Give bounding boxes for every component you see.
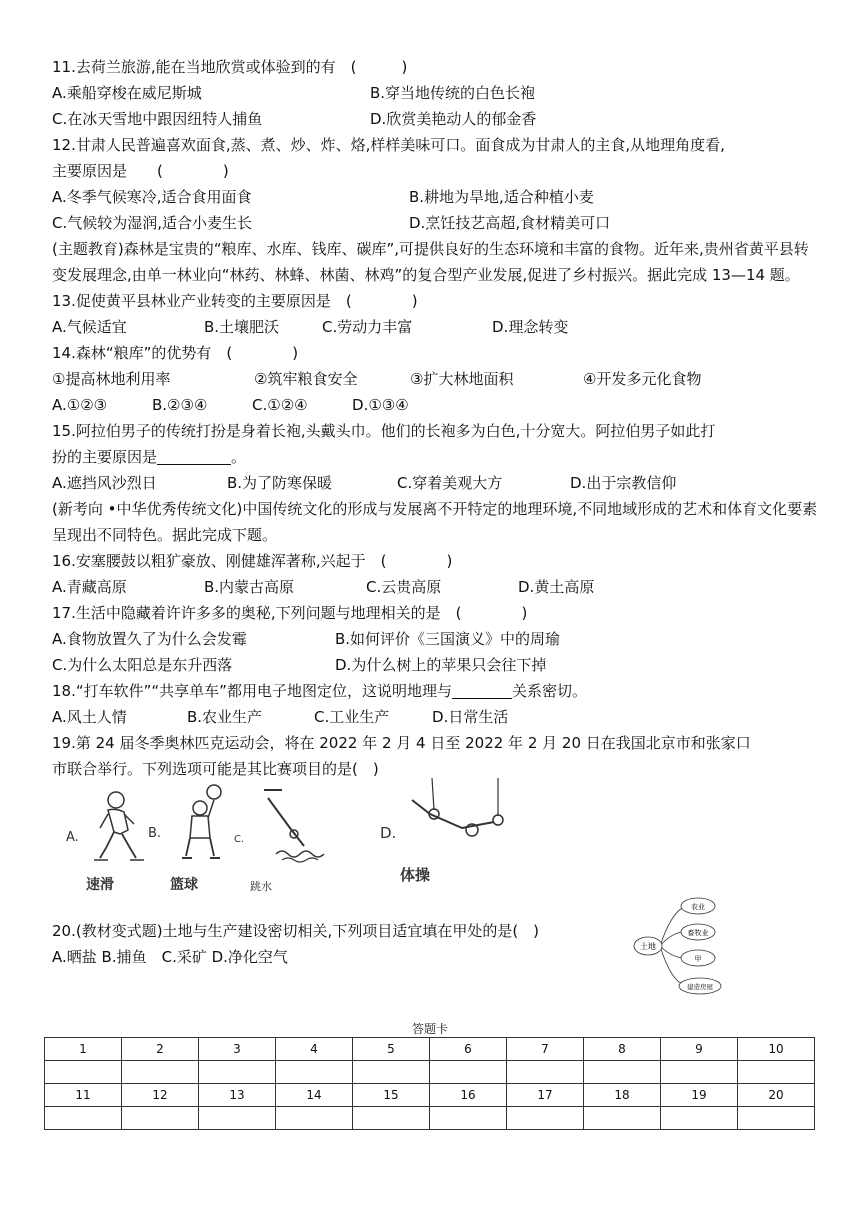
diver-icon xyxy=(246,784,336,868)
q12-stem-2: 主要原因是 ( ) xyxy=(52,162,229,180)
q18-options xyxy=(52,704,822,730)
q15-option-b: B.为了防寒保暖 xyxy=(227,474,333,492)
q18-answer-blank[interactable] xyxy=(452,680,512,699)
q13-option-a: A.气候适宜 xyxy=(52,318,127,336)
q19-stem-2: 市联合举行。下列选项可能是其比赛项目的是( ) xyxy=(52,760,379,778)
q13-options xyxy=(52,314,822,340)
answer-number: 1 xyxy=(45,1038,122,1061)
mindmap-node-4-label: 建造房屋 xyxy=(687,983,713,991)
answer-cell[interactable] xyxy=(45,1061,122,1084)
q17-option-d: D.为什么树上的苹果只会往下掉 xyxy=(335,656,547,674)
q19-figure-a xyxy=(66,788,156,898)
answer-cell[interactable] xyxy=(507,1107,584,1130)
answer-header-row-1 xyxy=(45,1038,815,1061)
q12-option-d: D.烹饪技艺高超,食材精美可口 xyxy=(409,214,611,232)
speed-skater-icon xyxy=(84,788,154,868)
answer-cell[interactable] xyxy=(122,1107,199,1130)
answer-cell[interactable] xyxy=(584,1061,661,1084)
mindmap-node-3-label: 甲 xyxy=(694,955,702,963)
q18-stem-2: 关系密切。 xyxy=(511,682,587,700)
q19-stem-1: 19.第 24 届冬季奥林匹克运动会，将在 2022 年 2 月 4 日至 2022 年 2 月 20 日在我国北京市和张家口 xyxy=(52,734,751,752)
answer-number: 4 xyxy=(276,1038,353,1061)
q13-option-c: C.劳动力丰富 xyxy=(322,318,413,336)
q17-option-a: A.食物放置久了为什么会发霉 xyxy=(52,630,247,648)
q13-option-b: B.土壤肥沃 xyxy=(204,318,280,336)
q14-option-c: C.①②④ xyxy=(252,396,308,414)
answer-cell[interactable] xyxy=(430,1061,507,1084)
mindmap-node-1-label: 农业 xyxy=(691,903,705,911)
q15-stem-2 xyxy=(52,444,822,470)
answer-cell[interactable] xyxy=(430,1107,507,1130)
answer-number: 13 xyxy=(199,1084,276,1107)
answer-cell[interactable] xyxy=(276,1061,353,1084)
q11-stem: 11.去荷兰旅游,能在当地欣赏或体验到的有 ( ) xyxy=(52,58,408,76)
q18-stem xyxy=(52,678,822,704)
q15-option-d: D.出于宗教信仰 xyxy=(570,474,677,492)
answer-number: 3 xyxy=(199,1038,276,1061)
q19-figure-c-letter: C. xyxy=(234,834,245,845)
answer-cell[interactable] xyxy=(584,1107,661,1130)
answer-cell[interactable] xyxy=(199,1107,276,1130)
q12-options-row1 xyxy=(52,184,822,210)
answer-cell[interactable] xyxy=(199,1061,276,1084)
q17-option-c: C.为什么太阳总是东升西落 xyxy=(52,656,233,674)
answer-cell[interactable] xyxy=(353,1061,430,1084)
q11-options-row2 xyxy=(52,106,822,132)
q19-figure-d xyxy=(380,788,520,898)
answer-cell[interactable] xyxy=(738,1107,815,1130)
answer-number: 5 xyxy=(353,1038,430,1061)
passage-culture: (新考向 •中华优秀传统文化)中国传统文化的形成与发展离不开特定的地理环境,不同地域形成的艺术和体育文化要素呈现出不同特色。据此完成下题。 xyxy=(52,500,818,544)
answer-cell[interactable] xyxy=(122,1061,199,1084)
q11-option-c: C.在冰天雪地中跟因纽特人捕鱼 xyxy=(52,110,263,128)
answer-cell[interactable] xyxy=(353,1107,430,1130)
answer-number: 2 xyxy=(122,1038,199,1061)
answer-cell[interactable] xyxy=(45,1107,122,1130)
question-sheet xyxy=(52,54,822,970)
q18-option-b: B.农业生产 xyxy=(187,708,263,726)
q12-options-row2 xyxy=(52,210,822,236)
answer-number: 11 xyxy=(45,1084,122,1107)
q14-option-a: A.①②③ xyxy=(52,396,108,414)
q19-figure-d-caption: 体操 xyxy=(400,866,431,884)
q19-figures xyxy=(52,788,822,898)
q15-stem-3-text: 。 xyxy=(231,448,247,466)
answer-cell[interactable] xyxy=(661,1107,738,1130)
q12-option-b: B.耕地为旱地,适合种植小麦 xyxy=(409,188,594,206)
q18-option-a: A.风土人情 xyxy=(52,708,127,726)
q19-figure-c xyxy=(230,788,330,898)
answer-number: 6 xyxy=(430,1038,507,1061)
answer-number: 20 xyxy=(738,1084,815,1107)
q14-option-b: B.②③④ xyxy=(152,396,208,414)
answer-cell[interactable] xyxy=(738,1061,815,1084)
q15-option-a: A.遮挡风沙烈日 xyxy=(52,474,157,492)
q14-item-4: ④开发多元化食物 xyxy=(583,370,702,388)
answer-sheet-table xyxy=(44,1037,815,1130)
q15-stem-1: 15.阿拉伯男子的传统打扮是身着长袍,头戴头巾。他们的长袍多为白色,十分宽大。阿拉伯男子如此打 xyxy=(52,422,716,440)
q18-option-c: C.工业生产 xyxy=(314,708,390,726)
q18-stem-1: 18.“打车软件”“共享单车”都用电子地图定位，这说明地理与 xyxy=(52,682,452,700)
q12-stem-1: 12.甘肃人民普遍喜欢面食,蒸、煮、炒、炸、烙,样样美味可口。面食成为甘肃人的主食,从地理角度看, xyxy=(52,136,725,154)
q12-option-a: A.冬季气候寒冷,适合食用面食 xyxy=(52,188,252,206)
answer-number: 14 xyxy=(276,1084,353,1107)
q14-item-2: ②筑牢粮食安全 xyxy=(254,370,358,388)
answer-number: 16 xyxy=(430,1084,507,1107)
q17-options-row2 xyxy=(52,652,822,678)
answer-input-row-1 xyxy=(45,1061,815,1084)
q17-options-row1 xyxy=(52,626,822,652)
q15-options xyxy=(52,470,822,496)
q17-stem: 17.生活中隐藏着许许多多的奥秘,下列问题与地理相关的是 ( ) xyxy=(52,604,528,622)
q18-option-d: D.日常生活 xyxy=(432,708,509,726)
basketball-player-icon xyxy=(164,782,234,866)
gymnast-rings-icon xyxy=(402,778,522,858)
q19-figure-a-letter: A. xyxy=(66,830,79,845)
q19-figure-b xyxy=(148,788,238,898)
q14-option-d: D.①③④ xyxy=(352,396,409,414)
answer-cell[interactable] xyxy=(276,1107,353,1130)
q15-option-c: C.穿着美观大方 xyxy=(397,474,503,492)
answer-sheet-title: 答题卡 xyxy=(411,1022,448,1036)
q19-figure-b-letter: B. xyxy=(148,826,162,841)
q16-option-c: C.云贵高原 xyxy=(366,578,442,596)
q16-stem: 16.安塞腰鼓以粗犷豪放、刚健雄浑著称,兴起于 ( ) xyxy=(52,552,453,570)
q11-option-d: D.欣赏美艳动人的郁金香 xyxy=(370,110,537,128)
q16-option-d: D.黄土高原 xyxy=(518,578,595,596)
q15-stem-2-text: 扮的主要原因是 xyxy=(52,448,158,466)
answer-number: 12 xyxy=(122,1084,199,1107)
q14-stem: 14.森林“粮库”的优势有 ( ) xyxy=(52,344,299,362)
q11-option-a: A.乘船穿梭在威尼斯城 xyxy=(52,84,202,102)
q14-item-3: ③扩大林地面积 xyxy=(410,370,514,388)
q14-items xyxy=(52,366,822,392)
q16-options xyxy=(52,574,822,600)
answer-number: 9 xyxy=(661,1038,738,1061)
answer-header-row-2 xyxy=(45,1084,815,1107)
answer-number: 7 xyxy=(507,1038,584,1061)
q13-option-d: D.理念转变 xyxy=(492,318,569,336)
q11-option-b: B.穿当地传统的白色长袍 xyxy=(370,84,536,102)
mindmap-links xyxy=(660,908,682,984)
q15-answer-blank[interactable] xyxy=(157,446,231,465)
q19-figure-b-caption: 篮球 xyxy=(170,877,198,893)
q13-stem: 13.促使黄平县林业产业转变的主要原因是 ( ) xyxy=(52,292,418,310)
q20-options: A.晒盐 B.捕鱼 C.采矿 D.净化空气 xyxy=(52,948,288,966)
mindmap-center-label: 土地 xyxy=(640,942,656,951)
q14-item-1: ①提高林地利用率 xyxy=(52,370,171,388)
answer-number: 8 xyxy=(584,1038,661,1061)
q16-option-b: B.内蒙古高原 xyxy=(204,578,295,596)
q14-options xyxy=(52,392,822,418)
q12-option-c: C.气候较为湿润,适合小麦生长 xyxy=(52,214,253,232)
answer-number: 17 xyxy=(507,1084,584,1107)
q17-option-b: B.如何评价《三国演义》中的周瑜 xyxy=(335,630,561,648)
answer-input-row-2 xyxy=(45,1107,815,1130)
answer-number: 18 xyxy=(584,1084,661,1107)
q16-option-a: A.青藏高原 xyxy=(52,578,127,596)
q19-figure-c-caption: 跳水 xyxy=(250,880,272,893)
q11-options-row1 xyxy=(52,80,822,106)
answer-cell[interactable] xyxy=(661,1061,738,1084)
q19-figure-d-letter: D. xyxy=(380,824,397,842)
answer-cell[interactable] xyxy=(507,1061,584,1084)
q20-stem: 20.(教材变式题)土地与生产建设密切相关,下列项目适宜填在甲处的是( ) xyxy=(52,922,540,940)
answer-number: 15 xyxy=(353,1084,430,1107)
mindmap-node-2-label: 畜牧业 xyxy=(687,929,709,937)
passage-forest: (主题教育)森林是宝贵的“粮库、水库、钱库、碳库”,可提供良好的生态环境和丰富的食物。近年来,贵州省黄平县转变发展理念,由单一林业向“林药、林蜂、林菌、林鸡”的复合型产业发展,促进了乡村振兴。据此完成 13—14 题。 xyxy=(52,240,809,284)
q19-figure-a-caption: 速滑 xyxy=(86,877,114,893)
answer-number: 10 xyxy=(738,1038,815,1061)
answer-number: 19 xyxy=(661,1084,738,1107)
q20-mindmap xyxy=(626,886,746,1006)
